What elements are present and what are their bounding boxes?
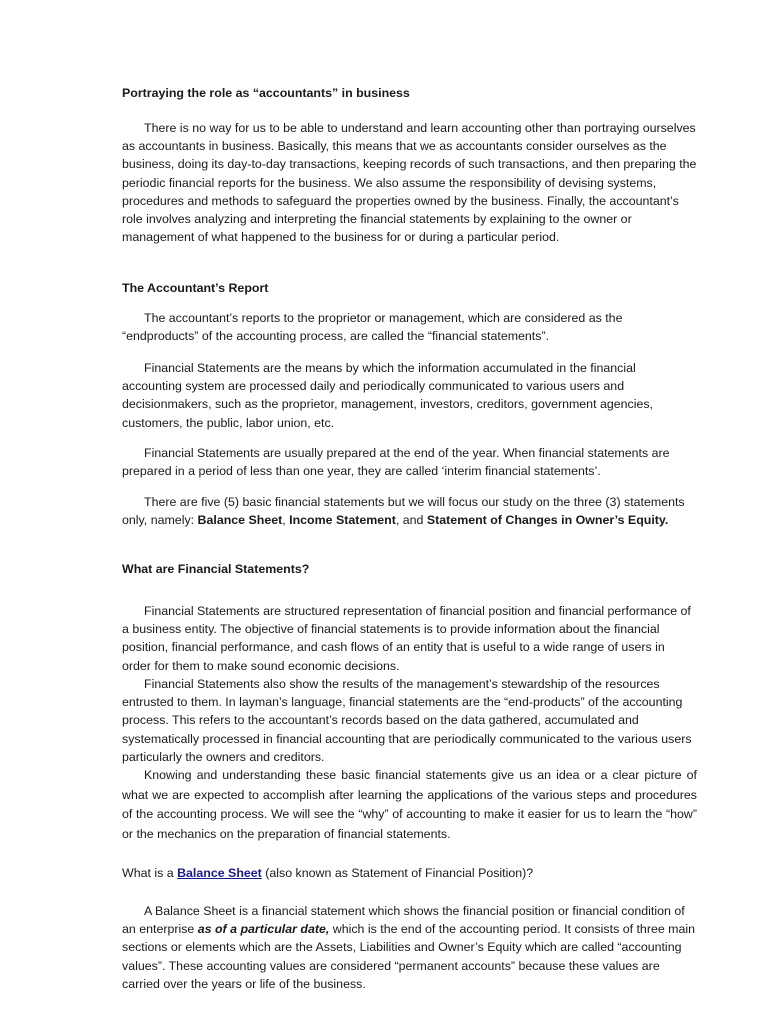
paragraph-fs-understanding: Knowing and understanding these basic financial statements give us an idea or a clear picture of what we are expected to accomplish after learning the applications of the various steps and procedures of the accounting process. We will see the “why” of accounting to make it easier for us to learn the “how” or the mechanics on the preparation of financial statements.: [122, 768, 697, 841]
paragraph-balance-sheet-definition: [122, 902, 697, 993]
bs-def-emphasis: as of a particular date,: [197, 922, 330, 937]
balance-sheet-question: [122, 864, 697, 882]
balance-sheet-link[interactable]: Balance Sheet: [177, 866, 262, 880]
paragraph-five-statements: [122, 493, 697, 529]
separator-1: ,: [282, 513, 290, 528]
question-prefix: What is a: [122, 866, 178, 880]
separator-2: , and: [395, 513, 427, 528]
paragraph-fs-stewardship: Financial Statements also show the results of the management’s stewardship of the resources entrusted to them. In layman’s language, financial statements are the “end-products” of the accounting process. This refers to the accountant’s records based on the data gathered, accumulated and systematically processed in financial accounting that are periodically communicated to the various users particularly the owners and creditors.: [122, 677, 692, 764]
bs-def-part-b: which is the end of the accounting period. It consists of three main sections or elements which are the Assets, Liabilities and Owner’s Equity which are called “accounting values”. These accounting values are considered “permanent accounts” because these values are carried over the years or life of the business.: [122, 922, 696, 991]
bs-def-part-a: A Balance Sheet is a financial statement which shows the financial position or financial condition of an enterprise: [122, 904, 685, 937]
paragraph-role-intro: There is no way for us to be able to understand and learn accounting other than portraying ourselves as accountants in business. Basically, this means that we as accountants consider ourselves as the business, doing its day-to-day transactions, keeping records of such transactions, and then preparing the periodic financial reports for the business. We also assume the responsibility of devising systems, procedures and methods to safeguard the properties owned by the business. Finally, the accountant’s role involves analyzing and interpreting the financial statements by explaining to the owner or management of what happened to the business for or during a particular period.: [122, 121, 697, 245]
paragraph-fs-definition: Financial Statements are structured representation of financial position and financial performance of a business entity. The objective of financial statements is to provide information about the financial position, financial performance, and cash flows of an entity that is useful to a wide range of users in order for them to make sound economic decisions.: [122, 604, 691, 673]
five-statements-intro: There are five (5) basic financial statements but we will focus our study on the three (3) statements only, namely:: [122, 495, 685, 528]
paragraph-fs-means: Financial Statements are the means by which the information accumulated in the financial accounting system are processed daily and periodically communicated to various users and decisionmakers, such as the proprietor, management, investors, creditors, government agencies, customers, the public, labor union, etc.: [122, 361, 653, 430]
paragraph-report-intro: The accountant’s reports to the proprietor or management, which are considered as the “endproducts” of the accounting process, are called the “financial statements”.: [122, 311, 623, 344]
income-statement-term: Income Statement: [289, 513, 396, 528]
section-title-what-are-fs: What are Financial Statements?: [122, 562, 310, 576]
paragraph-fs-prepared: Financial Statements are usually prepared at the end of the year. When financial statements are prepared in a period of less than one year, they are called ‘interim financial statements’.: [122, 446, 670, 479]
section-title-accountants-role: Portraying the role as “accountants” in business: [122, 86, 410, 100]
period: .: [664, 513, 669, 528]
balance-sheet-term: Balance Sheet: [197, 513, 283, 528]
question-suffix: (also known as Statement of Financial Position)?: [261, 866, 534, 880]
section-title-accountants-report: The Accountant’s Report: [122, 281, 269, 295]
changes-in-equity-term: Statement of Changes in Owner’s Equity: [426, 513, 665, 528]
